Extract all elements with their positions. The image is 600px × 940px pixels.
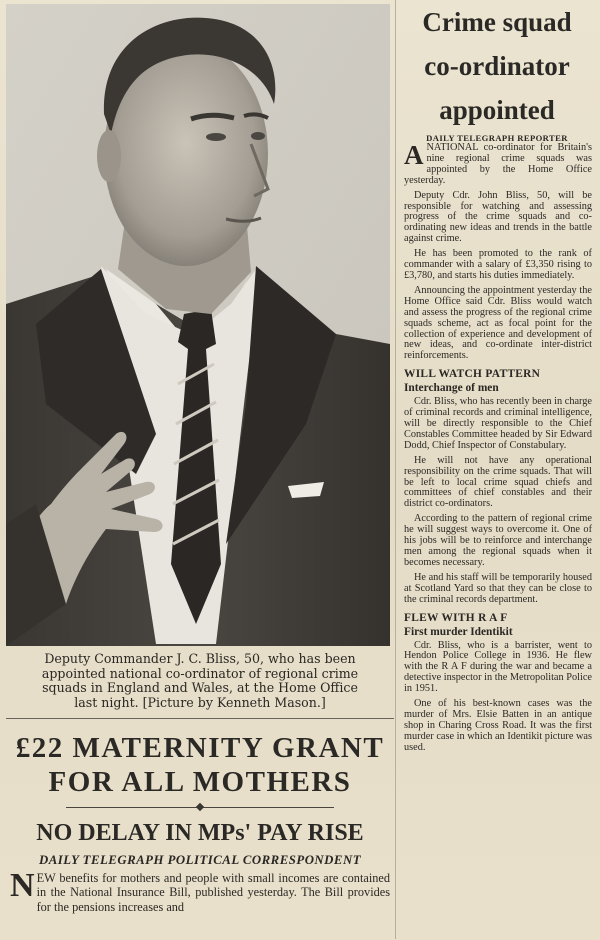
subheading: FLEW WITH R A F	[404, 611, 508, 624]
article-body	[398, 641, 596, 754]
headline-line: FOR ALL MOTHERS	[48, 766, 352, 798]
ornamental-rule	[66, 801, 334, 815]
article-byline: DAILY TELEGRAPH POLITICAL CORRESPONDENT	[38, 853, 362, 867]
secondary-headline: NO DELAY IN MPs' PAY RISE	[36, 820, 364, 846]
article-body	[398, 397, 596, 605]
headline-line: co-ordinator	[424, 51, 570, 81]
photo-caption	[8, 652, 392, 710]
subheading: WILL WATCH PATTERN	[404, 368, 541, 381]
paragraph: ANATIONAL co-ordinator for Britain's nine regional crime squads was appointed by the Home Office yesterday.	[404, 140, 592, 186]
paragraph: EW benefits for mothers and people with small incomes are contained in the National Insurance Bill, published yesterday. The Bill provides for the pensions increases and	[36, 871, 390, 914]
paragraph: Cdr. Bliss, who has recently been in charge of criminal records and criminal intelligence, will be directly responsible to the Chief Constables Committee headed by Sir Edward Dodd, Chief Inspector of Constabulary.	[404, 396, 592, 451]
article-headline	[6, 731, 394, 799]
paragraph: He has been promoted to the rank of commander with a salary of £3,350 rising to £3,780, and starts his duties immediately.	[404, 248, 592, 281]
caption-line: Deputy Commander J. C. Bliss, 50, who has been	[44, 651, 356, 666]
article-byline: DAILY TELEGRAPH REPORTER	[426, 133, 568, 143]
paragraph: He will not have any operational responsibility on the crime squads. That will be left to local crime squad chiefs and committees of chief constables and their district co-ordinators.	[404, 454, 592, 510]
article-headline	[398, 0, 596, 132]
article-body	[398, 140, 596, 362]
article-crime-squad	[398, 0, 596, 939]
headline-line: appointed	[439, 95, 555, 125]
drop-cap: A	[404, 140, 424, 170]
paragraph: Announcing the appointment yesterday the Home Office said Cdr. Bliss would watch and assess the progress of the regional crime squads scheme, act as focal point for the collection of experience and development of new ideas, and co-ordinate inter-district reinforcements.	[404, 284, 592, 362]
headline-line: Crime squad	[422, 7, 572, 37]
caption-line: squads in England and Wales, at the Home Office	[42, 680, 358, 696]
paragraph: Deputy Cdr. John Bliss, 50, will be responsible for watching and assessing progress of the crime squads and co-ordinating new ideas and trends in the battle against crime.	[404, 189, 592, 245]
article-body	[6, 867, 394, 914]
paragraph: He and his staff will be temporarily housed at Scotland Yard so that they can be close to the criminal records department.	[404, 571, 592, 605]
column-divider	[395, 0, 396, 939]
subheading-minor: First murder Identikit	[404, 625, 513, 638]
subheading-minor: Interchange of men	[404, 382, 499, 395]
article-maternity-grant	[6, 718, 394, 940]
paragraph: Cdr. Bliss, who is a barrister, went to Hendon Police College in 1936. He flew with the R A F during the war and became a detective inspector in the Metropolitan Police in 1951.	[404, 639, 592, 695]
caption-line: last night. [Picture by Kenneth Mason.]	[74, 694, 326, 710]
headline-line: £22 MATERNITY GRANT	[15, 732, 385, 764]
paragraph: According to the pattern of regional crime he will suggest ways to overcome it. One of his jobs will be to reinforce and interchange men among the regional squads when it becomes necessary.	[404, 513, 592, 568]
caption-line: appointed national co-ordinator of regional crime	[41, 665, 359, 681]
paragraph: One of his best-known cases was the murder of Mrs. Elsie Batten in an antique shop in Charing Cross Road. It was the first murder case in which an Identikit picture was used.	[404, 698, 592, 753]
drop-cap: N	[10, 867, 35, 904]
portrait-photo	[6, 4, 390, 646]
